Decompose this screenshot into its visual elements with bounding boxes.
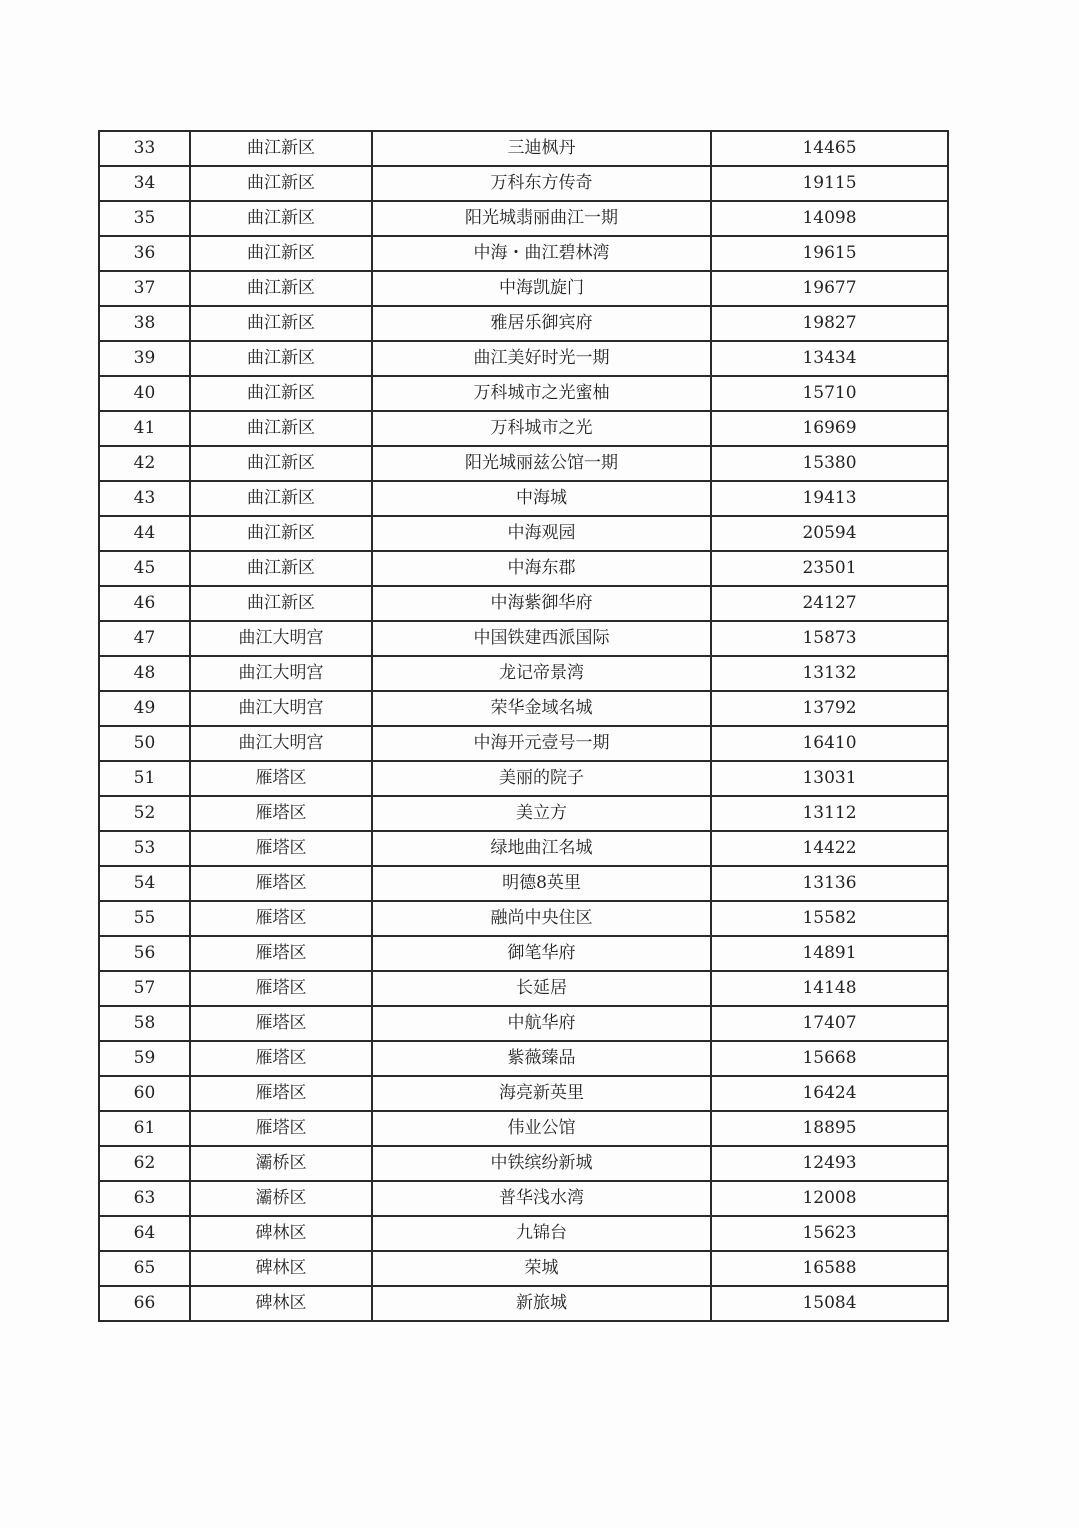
district-cell: 雁塔区 bbox=[190, 831, 372, 866]
row-number-cell: 62 bbox=[99, 1146, 190, 1181]
price-cell: 12493 bbox=[711, 1146, 948, 1181]
table-row bbox=[99, 866, 948, 901]
table-row bbox=[99, 901, 948, 936]
price-cell: 15668 bbox=[711, 1041, 948, 1076]
project-name-cell: 荣华金域名城 bbox=[372, 691, 711, 726]
project-name-cell: 御笔华府 bbox=[372, 936, 711, 971]
row-number-cell: 49 bbox=[99, 691, 190, 726]
project-name-cell: 伟业公馆 bbox=[372, 1111, 711, 1146]
project-name-cell: 明德8英里 bbox=[372, 866, 711, 901]
table-row bbox=[99, 971, 948, 1006]
district-cell: 曲江大明宫 bbox=[190, 691, 372, 726]
table-row bbox=[99, 1251, 948, 1286]
district-cell: 雁塔区 bbox=[190, 1076, 372, 1111]
district-cell: 雁塔区 bbox=[190, 761, 372, 796]
district-cell: 曲江新区 bbox=[190, 551, 372, 586]
district-cell: 碑林区 bbox=[190, 1216, 372, 1251]
district-cell: 雁塔区 bbox=[190, 971, 372, 1006]
project-name-cell: 长延居 bbox=[372, 971, 711, 1006]
row-number-cell: 46 bbox=[99, 586, 190, 621]
district-cell: 灞桥区 bbox=[190, 1146, 372, 1181]
housing-price-table bbox=[98, 130, 949, 1322]
row-number-cell: 35 bbox=[99, 201, 190, 236]
row-number-cell: 37 bbox=[99, 271, 190, 306]
row-number-cell: 58 bbox=[99, 1006, 190, 1041]
row-number-cell: 47 bbox=[99, 621, 190, 656]
table-row bbox=[99, 691, 948, 726]
project-name-cell: 中海开元壹号一期 bbox=[372, 726, 711, 761]
table-row bbox=[99, 201, 948, 236]
price-cell: 13132 bbox=[711, 656, 948, 691]
project-name-cell: 海亮新英里 bbox=[372, 1076, 711, 1111]
row-number-cell: 42 bbox=[99, 446, 190, 481]
price-cell: 19115 bbox=[711, 166, 948, 201]
row-number-cell: 48 bbox=[99, 656, 190, 691]
district-cell: 曲江大明宫 bbox=[190, 656, 372, 691]
table-row bbox=[99, 1181, 948, 1216]
row-number-cell: 56 bbox=[99, 936, 190, 971]
price-cell: 15710 bbox=[711, 376, 948, 411]
price-cell: 18895 bbox=[711, 1111, 948, 1146]
district-cell: 曲江大明宫 bbox=[190, 726, 372, 761]
project-name-cell: 中航华府 bbox=[372, 1006, 711, 1041]
district-cell: 雁塔区 bbox=[190, 1041, 372, 1076]
table-row bbox=[99, 516, 948, 551]
project-name-cell: 紫薇臻品 bbox=[372, 1041, 711, 1076]
table-row bbox=[99, 656, 948, 691]
project-name-cell: 万科城市之光蜜柚 bbox=[372, 376, 711, 411]
project-name-cell: 中铁缤纷新城 bbox=[372, 1146, 711, 1181]
price-cell: 12008 bbox=[711, 1181, 948, 1216]
district-cell: 雁塔区 bbox=[190, 866, 372, 901]
table-row bbox=[99, 376, 948, 411]
project-name-cell: 万科东方传奇 bbox=[372, 166, 711, 201]
row-number-cell: 39 bbox=[99, 341, 190, 376]
district-cell: 曲江新区 bbox=[190, 376, 372, 411]
table-row bbox=[99, 936, 948, 971]
price-cell: 16969 bbox=[711, 411, 948, 446]
table-row bbox=[99, 481, 948, 516]
district-cell: 雁塔区 bbox=[190, 1006, 372, 1041]
row-number-cell: 45 bbox=[99, 551, 190, 586]
price-cell: 15873 bbox=[711, 621, 948, 656]
row-number-cell: 53 bbox=[99, 831, 190, 866]
price-cell: 20594 bbox=[711, 516, 948, 551]
row-number-cell: 52 bbox=[99, 796, 190, 831]
table-row bbox=[99, 236, 948, 271]
project-name-cell: 普华浅水湾 bbox=[372, 1181, 711, 1216]
project-name-cell: 新旅城 bbox=[372, 1286, 711, 1321]
project-name-cell: 中海东郡 bbox=[372, 551, 711, 586]
project-name-cell: 雅居乐御宾府 bbox=[372, 306, 711, 341]
project-name-cell: 阳光城丽兹公馆一期 bbox=[372, 446, 711, 481]
table-row bbox=[99, 446, 948, 481]
price-cell: 19677 bbox=[711, 271, 948, 306]
price-cell: 16424 bbox=[711, 1076, 948, 1111]
table-row bbox=[99, 1111, 948, 1146]
project-name-cell: 中海城 bbox=[372, 481, 711, 516]
price-cell: 24127 bbox=[711, 586, 948, 621]
price-cell: 16588 bbox=[711, 1251, 948, 1286]
district-cell: 曲江新区 bbox=[190, 131, 372, 166]
price-cell: 19827 bbox=[711, 306, 948, 341]
table-row bbox=[99, 831, 948, 866]
row-number-cell: 38 bbox=[99, 306, 190, 341]
price-cell: 13031 bbox=[711, 761, 948, 796]
district-cell: 雁塔区 bbox=[190, 901, 372, 936]
row-number-cell: 66 bbox=[99, 1286, 190, 1321]
district-cell: 曲江新区 bbox=[190, 446, 372, 481]
table-row bbox=[99, 551, 948, 586]
project-name-cell: 曲江美好时光一期 bbox=[372, 341, 711, 376]
district-cell: 灞桥区 bbox=[190, 1181, 372, 1216]
project-name-cell: 美立方 bbox=[372, 796, 711, 831]
project-name-cell: 中海凯旋门 bbox=[372, 271, 711, 306]
price-cell: 15084 bbox=[711, 1286, 948, 1321]
district-cell: 曲江新区 bbox=[190, 306, 372, 341]
price-cell: 13112 bbox=[711, 796, 948, 831]
row-number-cell: 57 bbox=[99, 971, 190, 1006]
price-cell: 16410 bbox=[711, 726, 948, 761]
project-name-cell: 中海・曲江碧林湾 bbox=[372, 236, 711, 271]
row-number-cell: 65 bbox=[99, 1251, 190, 1286]
district-cell: 曲江新区 bbox=[190, 236, 372, 271]
table-row bbox=[99, 1006, 948, 1041]
table-body bbox=[99, 131, 948, 1321]
price-cell: 13136 bbox=[711, 866, 948, 901]
project-name-cell: 荣城 bbox=[372, 1251, 711, 1286]
price-cell: 14422 bbox=[711, 831, 948, 866]
table-row bbox=[99, 306, 948, 341]
row-number-cell: 60 bbox=[99, 1076, 190, 1111]
price-cell: 13792 bbox=[711, 691, 948, 726]
table-row bbox=[99, 1041, 948, 1076]
project-name-cell: 中国铁建西派国际 bbox=[372, 621, 711, 656]
district-cell: 曲江新区 bbox=[190, 166, 372, 201]
district-cell: 曲江新区 bbox=[190, 516, 372, 551]
table-row bbox=[99, 341, 948, 376]
district-cell: 碑林区 bbox=[190, 1251, 372, 1286]
district-cell: 曲江新区 bbox=[190, 481, 372, 516]
district-cell: 曲江大明宫 bbox=[190, 621, 372, 656]
district-cell: 曲江新区 bbox=[190, 201, 372, 236]
price-cell: 14098 bbox=[711, 201, 948, 236]
table-row bbox=[99, 131, 948, 166]
project-name-cell: 绿地曲江名城 bbox=[372, 831, 711, 866]
price-cell: 19413 bbox=[711, 481, 948, 516]
price-cell: 13434 bbox=[711, 341, 948, 376]
row-number-cell: 64 bbox=[99, 1216, 190, 1251]
table-row bbox=[99, 621, 948, 656]
district-cell: 曲江新区 bbox=[190, 271, 372, 306]
table-row bbox=[99, 726, 948, 761]
project-name-cell: 中海紫御华府 bbox=[372, 586, 711, 621]
price-cell: 14891 bbox=[711, 936, 948, 971]
table-row bbox=[99, 1076, 948, 1111]
district-cell: 雁塔区 bbox=[190, 936, 372, 971]
project-name-cell: 融尚中央住区 bbox=[372, 901, 711, 936]
table-row bbox=[99, 586, 948, 621]
table-row bbox=[99, 1216, 948, 1251]
district-cell: 曲江新区 bbox=[190, 341, 372, 376]
row-number-cell: 40 bbox=[99, 376, 190, 411]
price-cell: 15380 bbox=[711, 446, 948, 481]
row-number-cell: 41 bbox=[99, 411, 190, 446]
project-name-cell: 九锦台 bbox=[372, 1216, 711, 1251]
row-number-cell: 55 bbox=[99, 901, 190, 936]
row-number-cell: 54 bbox=[99, 866, 190, 901]
row-number-cell: 61 bbox=[99, 1111, 190, 1146]
table-row bbox=[99, 761, 948, 796]
row-number-cell: 51 bbox=[99, 761, 190, 796]
row-number-cell: 59 bbox=[99, 1041, 190, 1076]
table-row bbox=[99, 1146, 948, 1181]
price-cell: 14148 bbox=[711, 971, 948, 1006]
table-row bbox=[99, 411, 948, 446]
price-cell: 17407 bbox=[711, 1006, 948, 1041]
price-cell: 15582 bbox=[711, 901, 948, 936]
row-number-cell: 63 bbox=[99, 1181, 190, 1216]
table-row bbox=[99, 166, 948, 201]
district-cell: 碑林区 bbox=[190, 1286, 372, 1321]
project-name-cell: 三迪枫丹 bbox=[372, 131, 711, 166]
table-row bbox=[99, 1286, 948, 1321]
price-cell: 19615 bbox=[711, 236, 948, 271]
row-number-cell: 50 bbox=[99, 726, 190, 761]
district-cell: 曲江新区 bbox=[190, 586, 372, 621]
row-number-cell: 43 bbox=[99, 481, 190, 516]
row-number-cell: 34 bbox=[99, 166, 190, 201]
district-cell: 雁塔区 bbox=[190, 796, 372, 831]
price-cell: 15623 bbox=[711, 1216, 948, 1251]
district-cell: 雁塔区 bbox=[190, 1111, 372, 1146]
price-cell: 23501 bbox=[711, 551, 948, 586]
project-name-cell: 阳光城翡丽曲江一期 bbox=[372, 201, 711, 236]
row-number-cell: 36 bbox=[99, 236, 190, 271]
price-cell: 14465 bbox=[711, 131, 948, 166]
table-row bbox=[99, 271, 948, 306]
district-cell: 曲江新区 bbox=[190, 411, 372, 446]
project-name-cell: 美丽的院子 bbox=[372, 761, 711, 796]
project-name-cell: 中海观园 bbox=[372, 516, 711, 551]
project-name-cell: 龙记帝景湾 bbox=[372, 656, 711, 691]
row-number-cell: 33 bbox=[99, 131, 190, 166]
table-row bbox=[99, 796, 948, 831]
row-number-cell: 44 bbox=[99, 516, 190, 551]
project-name-cell: 万科城市之光 bbox=[372, 411, 711, 446]
